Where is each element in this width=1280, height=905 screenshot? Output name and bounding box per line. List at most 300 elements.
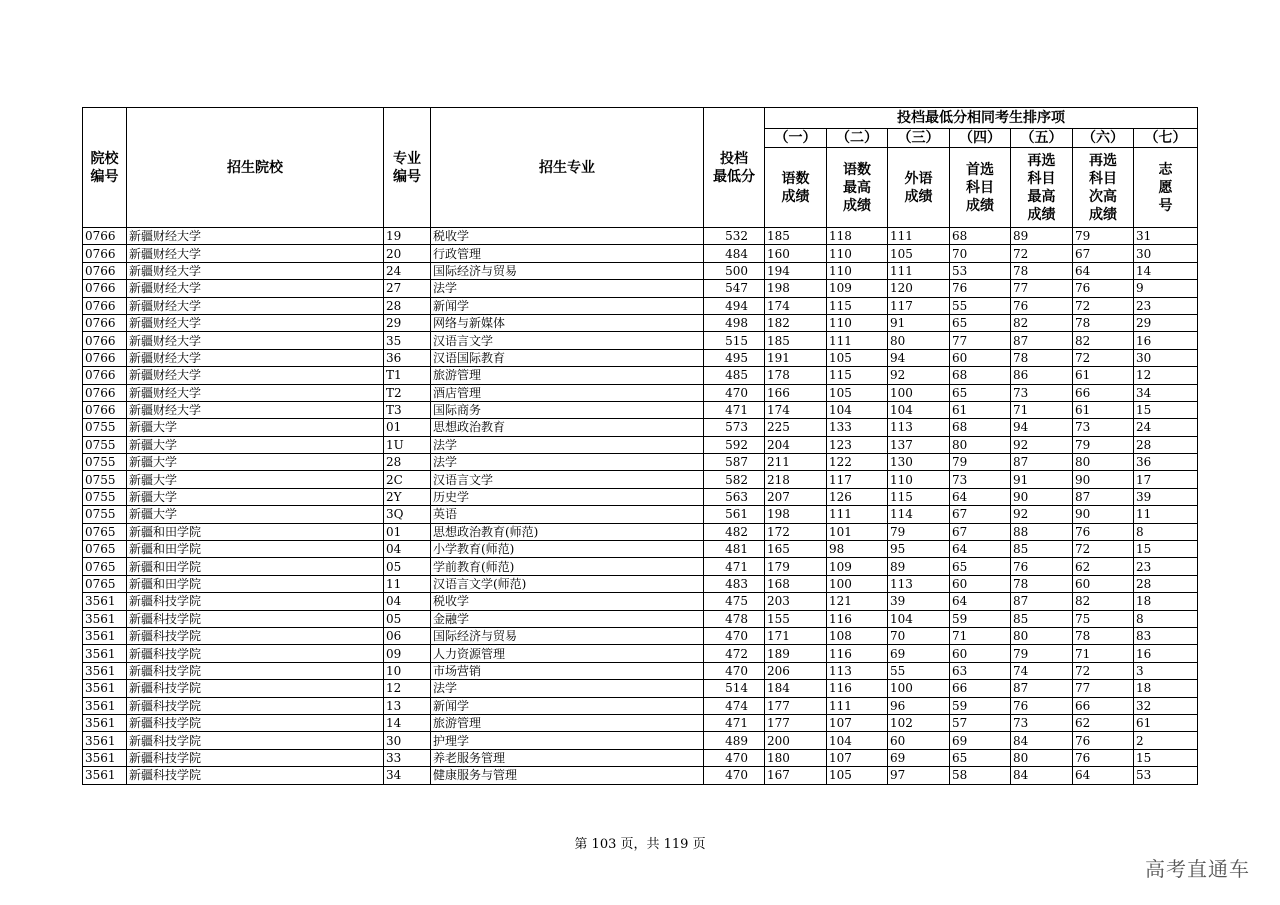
table-row	[83, 732, 1198, 749]
cell-min-score: 582	[704, 471, 765, 488]
cell-tb-6: 79	[1073, 228, 1134, 245]
cell-school-code: 0766	[83, 245, 127, 262]
cell-major: 法学	[431, 454, 704, 471]
cell-major-code: 3Q	[384, 506, 431, 523]
table-row	[83, 662, 1198, 679]
cell-school: 新疆和田学院	[127, 558, 384, 575]
cell-tb-4: 59	[950, 610, 1011, 627]
cell-tb-7: 8	[1134, 610, 1198, 627]
cell-tb-5: 73	[1011, 384, 1073, 401]
cell-school: 新疆科技学院	[127, 680, 384, 697]
cell-tb-4: 77	[950, 332, 1011, 349]
cell-major-code: 13	[384, 697, 431, 714]
table-row	[83, 488, 1198, 505]
cell-tb-7: 2	[1134, 732, 1198, 749]
cell-tb-7: 31	[1134, 228, 1198, 245]
cell-tb-5: 87	[1011, 593, 1073, 610]
table-row	[83, 297, 1198, 314]
cell-tb-7: 18	[1134, 593, 1198, 610]
cell-tb-5: 90	[1011, 488, 1073, 505]
cell-school-code: 0766	[83, 228, 127, 245]
header-tiebreak-item: 再选 科目 最高 成绩	[1011, 148, 1073, 228]
cell-tb-6: 61	[1073, 401, 1134, 418]
cell-tb-5: 87	[1011, 680, 1073, 697]
cell-min-score: 470	[704, 749, 765, 766]
cell-tb-6: 78	[1073, 627, 1134, 644]
cell-tb-1: 172	[765, 523, 827, 540]
cell-school: 新疆科技学院	[127, 645, 384, 662]
cell-major: 市场营销	[431, 662, 704, 679]
cell-tb-5: 78	[1011, 349, 1073, 366]
cell-tb-1: 207	[765, 488, 827, 505]
cell-major-code: 01	[384, 523, 431, 540]
header-major: 招生专业	[431, 108, 704, 228]
cell-major-code: 19	[384, 228, 431, 245]
cell-tb-1: 166	[765, 384, 827, 401]
cell-tb-2: 118	[827, 228, 888, 245]
header-min-score: 投档 最低分	[704, 108, 765, 228]
header-school: 招生院校	[127, 108, 384, 228]
cell-tb-6: 87	[1073, 488, 1134, 505]
cell-tb-6: 76	[1073, 732, 1134, 749]
cell-school: 新疆科技学院	[127, 714, 384, 731]
cell-tb-2: 111	[827, 332, 888, 349]
cell-tb-3: 110	[888, 471, 950, 488]
table-row	[83, 523, 1198, 540]
cell-tb-1: 168	[765, 575, 827, 592]
cell-tb-2: 109	[827, 280, 888, 297]
cell-tb-4: 79	[950, 454, 1011, 471]
cell-tb-5: 74	[1011, 662, 1073, 679]
cell-major: 英语	[431, 506, 704, 523]
cell-tb-2: 115	[827, 297, 888, 314]
cell-major: 汉语言文学	[431, 332, 704, 349]
table-row	[83, 401, 1198, 418]
cell-tb-2: 104	[827, 401, 888, 418]
cell-tb-3: 113	[888, 419, 950, 436]
cell-tb-6: 66	[1073, 384, 1134, 401]
cell-school: 新疆科技学院	[127, 732, 384, 749]
cell-tb-5: 80	[1011, 627, 1073, 644]
cell-tb-5: 77	[1011, 280, 1073, 297]
cell-major-code: 30	[384, 732, 431, 749]
cell-major-code: 11	[384, 575, 431, 592]
cell-tb-2: 100	[827, 575, 888, 592]
cell-school-code: 3561	[83, 767, 127, 784]
cell-min-score: 470	[704, 384, 765, 401]
cell-school-code: 3561	[83, 680, 127, 697]
cell-major-code: 29	[384, 314, 431, 331]
cell-tb-5: 86	[1011, 367, 1073, 384]
cell-tb-2: 116	[827, 610, 888, 627]
cell-tb-2: 122	[827, 454, 888, 471]
cell-tb-5: 78	[1011, 575, 1073, 592]
cell-tb-2: 121	[827, 593, 888, 610]
cell-tb-1: 177	[765, 714, 827, 731]
cell-tb-6: 71	[1073, 645, 1134, 662]
cell-major: 法学	[431, 680, 704, 697]
cell-major-code: 28	[384, 297, 431, 314]
cell-tb-3: 96	[888, 697, 950, 714]
cell-major: 旅游管理	[431, 714, 704, 731]
cell-school-code: 3561	[83, 732, 127, 749]
cell-tb-5: 76	[1011, 558, 1073, 575]
cell-school: 新疆财经大学	[127, 245, 384, 262]
cell-tb-2: 111	[827, 506, 888, 523]
table-row	[83, 454, 1198, 471]
cell-tb-3: 120	[888, 280, 950, 297]
cell-tb-1: 171	[765, 627, 827, 644]
cell-school: 新疆财经大学	[127, 349, 384, 366]
cell-school: 新疆科技学院	[127, 610, 384, 627]
table-row	[83, 541, 1198, 558]
table-row	[83, 436, 1198, 453]
cell-tb-7: 12	[1134, 367, 1198, 384]
cell-tb-6: 82	[1073, 332, 1134, 349]
cell-school: 新疆科技学院	[127, 767, 384, 784]
cell-tb-4: 64	[950, 541, 1011, 558]
cell-school-code: 3561	[83, 749, 127, 766]
cell-tb-3: 100	[888, 384, 950, 401]
cell-tb-6: 61	[1073, 367, 1134, 384]
cell-tb-6: 67	[1073, 245, 1134, 262]
header-major-code: 专业 编号	[384, 108, 431, 228]
cell-tb-7: 16	[1134, 645, 1198, 662]
cell-tb-2: 104	[827, 732, 888, 749]
cell-school-code: 0766	[83, 349, 127, 366]
cell-tb-3: 111	[888, 228, 950, 245]
cell-tb-7: 17	[1134, 471, 1198, 488]
cell-tb-1: 177	[765, 697, 827, 714]
cell-tb-1: 184	[765, 680, 827, 697]
cell-tb-5: 85	[1011, 541, 1073, 558]
cell-tb-6: 72	[1073, 662, 1134, 679]
cell-min-score: 500	[704, 262, 765, 279]
cell-tb-1: 200	[765, 732, 827, 749]
cell-tb-1: 185	[765, 228, 827, 245]
cell-tb-6: 62	[1073, 714, 1134, 731]
cell-min-score: 547	[704, 280, 765, 297]
cell-tb-2: 108	[827, 627, 888, 644]
cell-school: 新疆和田学院	[127, 523, 384, 540]
cell-tb-4: 80	[950, 436, 1011, 453]
cell-tb-2: 98	[827, 541, 888, 558]
cell-tb-7: 32	[1134, 697, 1198, 714]
cell-school-code: 0766	[83, 401, 127, 418]
cell-tb-2: 105	[827, 349, 888, 366]
cell-school-code: 0765	[83, 541, 127, 558]
cell-school: 新疆科技学院	[127, 749, 384, 766]
header-tiebreak-item: 语数 成绩	[765, 148, 827, 228]
table-row	[83, 280, 1198, 297]
cell-tb-1: 203	[765, 593, 827, 610]
cell-tb-5: 91	[1011, 471, 1073, 488]
cell-tb-5: 88	[1011, 523, 1073, 540]
cell-major: 法学	[431, 436, 704, 453]
cell-min-score: 483	[704, 575, 765, 592]
cell-tb-2: 110	[827, 314, 888, 331]
cell-tb-4: 66	[950, 680, 1011, 697]
cell-school-code: 0766	[83, 367, 127, 384]
cell-tb-3: 95	[888, 541, 950, 558]
cell-major: 汉语国际教育	[431, 349, 704, 366]
cell-tb-2: 113	[827, 662, 888, 679]
cell-tb-7: 15	[1134, 541, 1198, 558]
cell-major-code: T2	[384, 384, 431, 401]
cell-tb-6: 76	[1073, 749, 1134, 766]
cell-tb-6: 75	[1073, 610, 1134, 627]
cell-major: 养老服务管理	[431, 749, 704, 766]
cell-tb-3: 55	[888, 662, 950, 679]
cell-min-score: 470	[704, 767, 765, 784]
cell-tb-2: 109	[827, 558, 888, 575]
cell-tb-6: 73	[1073, 419, 1134, 436]
cell-tb-7: 61	[1134, 714, 1198, 731]
cell-major: 新闻学	[431, 297, 704, 314]
table-row	[83, 627, 1198, 644]
cell-tb-3: 97	[888, 767, 950, 784]
cell-major: 行政管理	[431, 245, 704, 262]
table-row	[83, 332, 1198, 349]
cell-major: 金融学	[431, 610, 704, 627]
cell-tb-1: 198	[765, 506, 827, 523]
header-tiebreak-item: 志 愿 号	[1134, 148, 1198, 228]
cell-tb-3: 89	[888, 558, 950, 575]
header-tiebreak-item: 外语 成绩	[888, 148, 950, 228]
cell-tb-7: 83	[1134, 627, 1198, 644]
cell-tb-5: 82	[1011, 314, 1073, 331]
cell-tb-3: 80	[888, 332, 950, 349]
cell-major-code: 20	[384, 245, 431, 262]
cell-tb-7: 15	[1134, 401, 1198, 418]
table-row	[83, 575, 1198, 592]
cell-tb-1: 178	[765, 367, 827, 384]
cell-min-score: 484	[704, 245, 765, 262]
cell-major-code: 10	[384, 662, 431, 679]
cell-school: 新疆财经大学	[127, 228, 384, 245]
cell-tb-2: 117	[827, 471, 888, 488]
cell-tb-6: 82	[1073, 593, 1134, 610]
cell-major-code: T3	[384, 401, 431, 418]
cell-school: 新疆财经大学	[127, 367, 384, 384]
cell-tb-2: 133	[827, 419, 888, 436]
cell-tb-5: 89	[1011, 228, 1073, 245]
cell-tb-4: 67	[950, 523, 1011, 540]
cell-tb-5: 71	[1011, 401, 1073, 418]
cell-major-code: 04	[384, 593, 431, 610]
cell-tb-2: 110	[827, 245, 888, 262]
header-tiebreak-order: （七）	[1134, 129, 1198, 148]
table-row	[83, 471, 1198, 488]
cell-tb-5: 76	[1011, 697, 1073, 714]
cell-tb-3: 69	[888, 645, 950, 662]
cell-min-score: 478	[704, 610, 765, 627]
table-row	[83, 714, 1198, 731]
watermark: 高考直通车	[1145, 857, 1250, 881]
cell-min-score: 482	[704, 523, 765, 540]
cell-min-score: 498	[704, 314, 765, 331]
table-row	[83, 367, 1198, 384]
table-row	[83, 593, 1198, 610]
cell-tb-2: 105	[827, 767, 888, 784]
cell-tb-7: 15	[1134, 749, 1198, 766]
header-tiebreak-order: （四）	[950, 129, 1011, 148]
cell-major: 新闻学	[431, 697, 704, 714]
cell-school: 新疆科技学院	[127, 662, 384, 679]
cell-tb-1: 174	[765, 401, 827, 418]
cell-school-code: 0765	[83, 575, 127, 592]
cell-min-score: 471	[704, 401, 765, 418]
cell-tb-1: 155	[765, 610, 827, 627]
cell-tb-7: 29	[1134, 314, 1198, 331]
cell-tb-7: 53	[1134, 767, 1198, 784]
cell-tb-7: 8	[1134, 523, 1198, 540]
admission-score-table	[82, 107, 1198, 785]
cell-tb-6: 76	[1073, 523, 1134, 540]
cell-major: 健康服务与管理	[431, 767, 704, 784]
cell-major: 思想政治教育	[431, 419, 704, 436]
cell-tb-4: 60	[950, 349, 1011, 366]
table-row	[83, 314, 1198, 331]
cell-major-code: 14	[384, 714, 431, 731]
cell-major-code: 06	[384, 627, 431, 644]
cell-min-score: 475	[704, 593, 765, 610]
cell-tb-3: 92	[888, 367, 950, 384]
cell-major: 思想政治教育(师范)	[431, 523, 704, 540]
cell-school-code: 3561	[83, 662, 127, 679]
cell-tb-4: 68	[950, 419, 1011, 436]
cell-major-code: 1U	[384, 436, 431, 453]
cell-major-code: 05	[384, 610, 431, 627]
header-tiebreak-order: （二）	[827, 129, 888, 148]
cell-school: 新疆科技学院	[127, 593, 384, 610]
cell-tb-3: 60	[888, 732, 950, 749]
table-row	[83, 697, 1198, 714]
cell-tb-3: 130	[888, 454, 950, 471]
cell-tb-7: 11	[1134, 506, 1198, 523]
cell-tb-4: 68	[950, 228, 1011, 245]
cell-school: 新疆财经大学	[127, 297, 384, 314]
table-row	[83, 419, 1198, 436]
table-row	[83, 349, 1198, 366]
cell-tb-1: 174	[765, 297, 827, 314]
cell-min-score: 514	[704, 680, 765, 697]
cell-tb-1: 189	[765, 645, 827, 662]
cell-tb-6: 72	[1073, 297, 1134, 314]
cell-tb-5: 72	[1011, 245, 1073, 262]
cell-min-score: 587	[704, 454, 765, 471]
cell-school-code: 3561	[83, 697, 127, 714]
table-row	[83, 228, 1198, 245]
cell-tb-1: 225	[765, 419, 827, 436]
cell-tb-1: 218	[765, 471, 827, 488]
cell-tb-1: 204	[765, 436, 827, 453]
cell-major: 汉语言文学	[431, 471, 704, 488]
cell-major: 人力资源管理	[431, 645, 704, 662]
cell-tb-3: 102	[888, 714, 950, 731]
cell-tb-6: 80	[1073, 454, 1134, 471]
cell-tb-6: 64	[1073, 767, 1134, 784]
cell-school-code: 0755	[83, 419, 127, 436]
cell-major-code: 34	[384, 767, 431, 784]
cell-school: 新疆科技学院	[127, 697, 384, 714]
cell-major-code: 01	[384, 419, 431, 436]
cell-tb-1: 206	[765, 662, 827, 679]
cell-tb-6: 72	[1073, 349, 1134, 366]
cell-school: 新疆大学	[127, 436, 384, 453]
cell-tb-4: 64	[950, 593, 1011, 610]
cell-major-code: 05	[384, 558, 431, 575]
cell-major-code: 2C	[384, 471, 431, 488]
cell-major-code: 36	[384, 349, 431, 366]
cell-tb-5: 76	[1011, 297, 1073, 314]
cell-min-score: 474	[704, 697, 765, 714]
cell-min-score: 592	[704, 436, 765, 453]
cell-tb-6: 90	[1073, 471, 1134, 488]
cell-school-code: 0766	[83, 297, 127, 314]
cell-school: 新疆大学	[127, 506, 384, 523]
cell-tb-2: 116	[827, 645, 888, 662]
cell-major-code: 04	[384, 541, 431, 558]
cell-tb-7: 23	[1134, 558, 1198, 575]
cell-tb-3: 79	[888, 523, 950, 540]
cell-tb-6: 72	[1073, 541, 1134, 558]
cell-tb-1: 191	[765, 349, 827, 366]
cell-tb-5: 84	[1011, 732, 1073, 749]
cell-tb-4: 63	[950, 662, 1011, 679]
cell-major-code: 09	[384, 645, 431, 662]
cell-tb-7: 18	[1134, 680, 1198, 697]
cell-tb-4: 70	[950, 245, 1011, 262]
cell-major: 法学	[431, 280, 704, 297]
table-row	[83, 610, 1198, 627]
cell-school-code: 3561	[83, 593, 127, 610]
cell-school-code: 0766	[83, 332, 127, 349]
cell-min-score: 532	[704, 228, 765, 245]
cell-tb-5: 94	[1011, 419, 1073, 436]
cell-school: 新疆财经大学	[127, 280, 384, 297]
cell-tb-5: 87	[1011, 332, 1073, 349]
cell-major: 国际经济与贸易	[431, 262, 704, 279]
header-tiebreak-item: 首选 科目 成绩	[950, 148, 1011, 228]
cell-tb-5: 87	[1011, 454, 1073, 471]
cell-tb-3: 114	[888, 506, 950, 523]
cell-major-code: 28	[384, 454, 431, 471]
cell-school: 新疆和田学院	[127, 575, 384, 592]
cell-min-score: 563	[704, 488, 765, 505]
cell-tb-7: 24	[1134, 419, 1198, 436]
cell-major: 汉语言文学(师范)	[431, 575, 704, 592]
cell-min-score: 515	[704, 332, 765, 349]
cell-tb-4: 55	[950, 297, 1011, 314]
table-row	[83, 645, 1198, 662]
cell-tb-5: 73	[1011, 714, 1073, 731]
cell-tb-3: 70	[888, 627, 950, 644]
cell-tb-2: 101	[827, 523, 888, 540]
cell-tb-4: 58	[950, 767, 1011, 784]
cell-tb-3: 137	[888, 436, 950, 453]
cell-tb-6: 64	[1073, 262, 1134, 279]
cell-school: 新疆财经大学	[127, 262, 384, 279]
cell-major: 国际经济与贸易	[431, 627, 704, 644]
cell-school-code: 0755	[83, 506, 127, 523]
cell-min-score: 470	[704, 627, 765, 644]
table-row	[83, 558, 1198, 575]
cell-min-score: 495	[704, 349, 765, 366]
header-tiebreak-item: 语数 最高 成绩	[827, 148, 888, 228]
cell-tb-2: 123	[827, 436, 888, 453]
cell-tb-5: 78	[1011, 262, 1073, 279]
